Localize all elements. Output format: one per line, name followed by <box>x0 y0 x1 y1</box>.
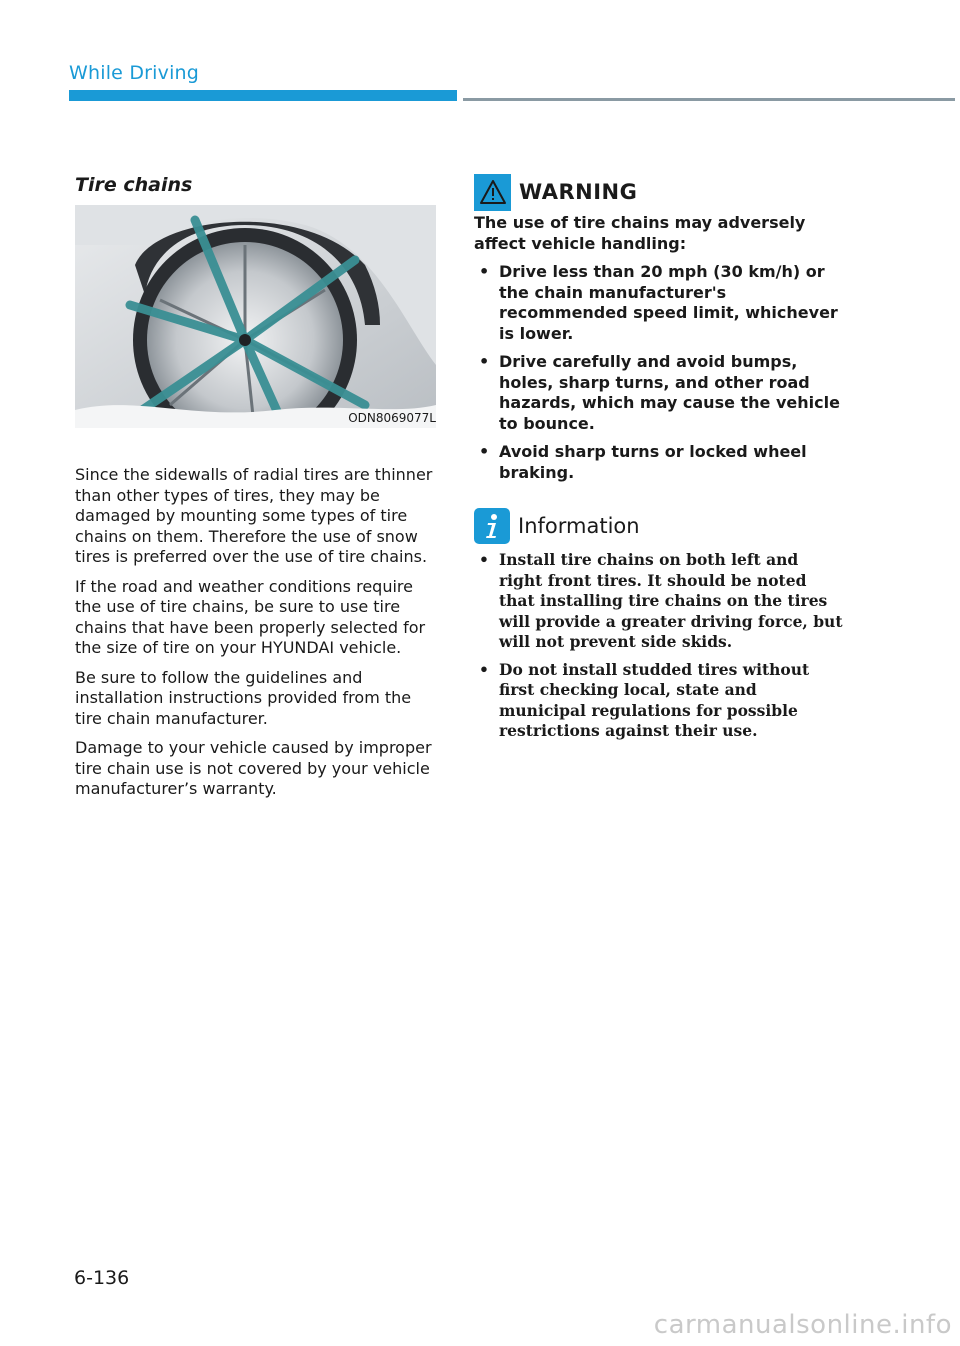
bullet: • <box>479 262 490 281</box>
information-header <box>474 508 844 544</box>
warning-header <box>474 173 849 211</box>
warning-title: WARNING <box>519 180 638 204</box>
running-header: While Driving <box>69 62 200 84</box>
warning-intro: The use of tire chains may adversely affect vehicle handling: <box>474 213 806 253</box>
list-item <box>474 550 844 653</box>
bullet: • <box>479 442 490 461</box>
list-item-text: Avoid sharp turns or locked wheel braking. <box>499 442 807 482</box>
paragraph: Since the sidewalls of radial tires are thinner than other types of tires, they may be damaged by mounting some types of tire chains on them. Therefore the use of snow tires is preferred over the use of tire chains. <box>75 465 433 566</box>
left-column-text <box>75 465 440 809</box>
page-number: 6-136 <box>74 1267 130 1289</box>
list-item-text: Do not install studded tires without first checking local, state and municipal regulations for possible restrictions against their use. <box>499 659 810 740</box>
list-item-text: Drive less than 20 mph (30 km/h) or the chain manufacturer's recommended speed limit, whichever is lower. <box>499 262 838 343</box>
list-item <box>474 442 849 483</box>
header-rule <box>463 98 955 101</box>
information-title: Information <box>518 514 640 538</box>
paragraph: Be sure to follow the guidelines and installation instructions provided from the tire chain manufacturer. <box>75 667 412 728</box>
list-item-text: Install tire chains on both left and right front tires. It should be noted that installing tire chains on the tires will provide a greater driving force, but will not prevent side skids. <box>499 550 843 651</box>
list-item-text: Drive carefully and avoid bumps, holes, sharp turns, and other road hazards, which may cause the vehicle to bounce. <box>499 352 840 433</box>
warning-body <box>474 213 849 483</box>
list-item <box>474 352 849 434</box>
paragraph: If the road and weather conditions require the use of tire chains, be sure to use tire chains that have been properly selected for the size of tire on your HYUNDAI vehicle. <box>75 576 426 657</box>
information-box <box>474 508 844 749</box>
bullet: • <box>479 352 490 371</box>
info-icon <box>474 508 510 544</box>
paragraph: Damage to your vehicle caused by improper tire chain use is not covered by your vehicle manufacturer’s warranty. <box>75 738 432 798</box>
warning-list <box>474 262 849 483</box>
information-list <box>474 550 844 742</box>
list-item <box>474 262 849 344</box>
bullet: • <box>479 550 489 569</box>
list-item <box>474 660 844 742</box>
tire-chain-figure <box>75 205 436 428</box>
bullet: • <box>479 659 489 679</box>
warning-box <box>474 173 849 491</box>
tire-chain-illustration <box>75 205 436 428</box>
watermark: carmanualsonline.info <box>653 1310 952 1340</box>
header-accent-bar <box>69 90 457 101</box>
section-title: Tire chains <box>75 174 193 196</box>
warning-triangle-icon <box>474 174 511 211</box>
figure-code: ODN8069077L <box>348 411 436 425</box>
